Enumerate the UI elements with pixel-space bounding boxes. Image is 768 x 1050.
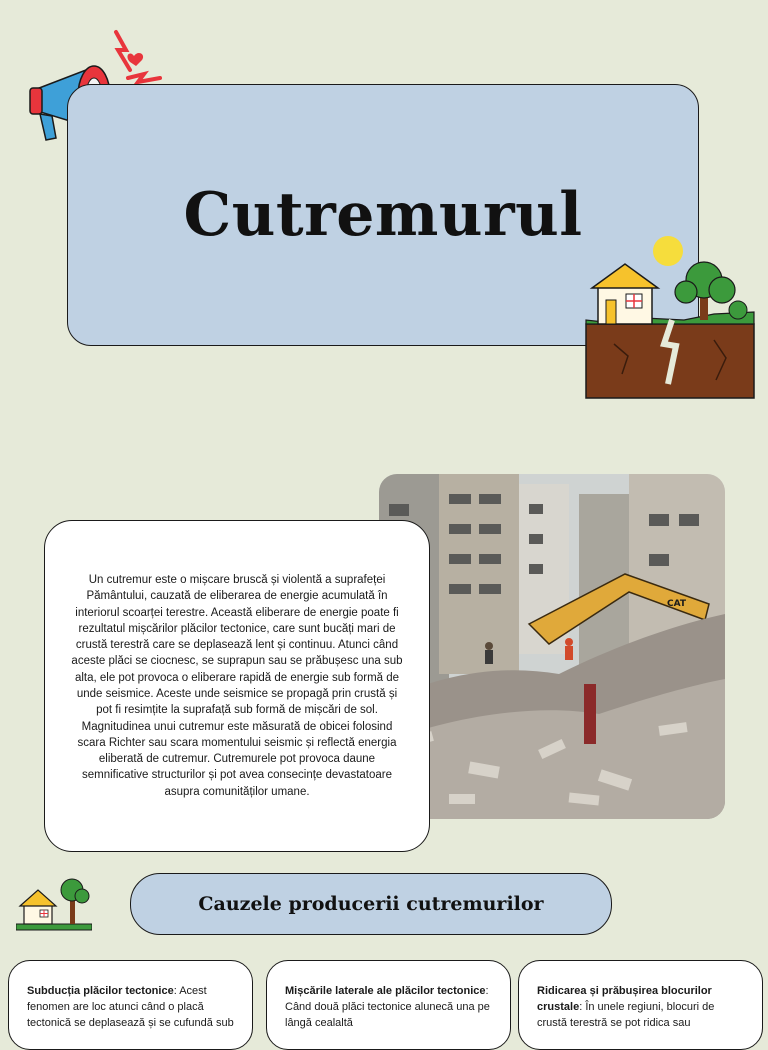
cause-card-3 <box>518 960 763 1050</box>
earthquake-damage-photo <box>379 474 725 819</box>
page-title: Cutremurul <box>183 180 583 250</box>
small-house-icon <box>16 876 92 932</box>
cause-card-1 <box>8 960 253 1050</box>
causes-title: Cauzele producerii cutremurilor <box>198 893 544 915</box>
intro-card <box>44 520 430 852</box>
cause-card-heading: Mișcările laterale ale plăcilor tectonice <box>285 985 486 997</box>
causes-header <box>130 873 612 935</box>
excavator-brand-label: CAT <box>667 599 687 609</box>
intro-paragraph: Un cutremur este o mișcare bruscă și violentă a suprafeței Pământului, cauzată de eliberarea de energie acumulată în interiorul scoarței terestre. Această eliberare de energie poate fi rezultatul mișcărilor plăcilor tectonice, care sunt bucăți mari de crustă terestră care se deplasează lent și continuu. Atunci când aceste plăci se ciocnesc, se suprapun sau se prăbușesc una sub alta, ele pot provoca o eliberare rapidă de energie sub formă de unde seismice. Aceste unde seismice se propagă prin crustă și pot fi resimțite la suprafață sub formă de mișcări de sol. Magnitudinea unui cutremur este măsurată de obicei folosind scara Richter sau scara momentului seismic și reflectă energia eliberată de cutremur. Cutremurele pot provoca daune semnificative structurilor și pot avea consecințe devastatoare asupra comunităților umane. <box>71 573 403 798</box>
cause-card-text: : Când două plăci tectonice alunecă una pe lângă cealaltă <box>285 985 490 1029</box>
cause-card-heading: Subducția plăcilor tectonice <box>27 985 174 997</box>
cracked-ground-house-icon <box>584 234 756 400</box>
cause-card-heading: Ridicarea și prăbușirea blocurilor crustale <box>537 985 712 1013</box>
cause-card-2 <box>266 960 511 1050</box>
cause-card-text: : Acest fenomen are loc atunci când o placă tectonică se deplasează și se cufundă sub <box>27 985 234 1029</box>
cause-card-text: : În unele regiuni, blocuri de crustă terestră se pot ridica sau <box>537 1001 715 1029</box>
